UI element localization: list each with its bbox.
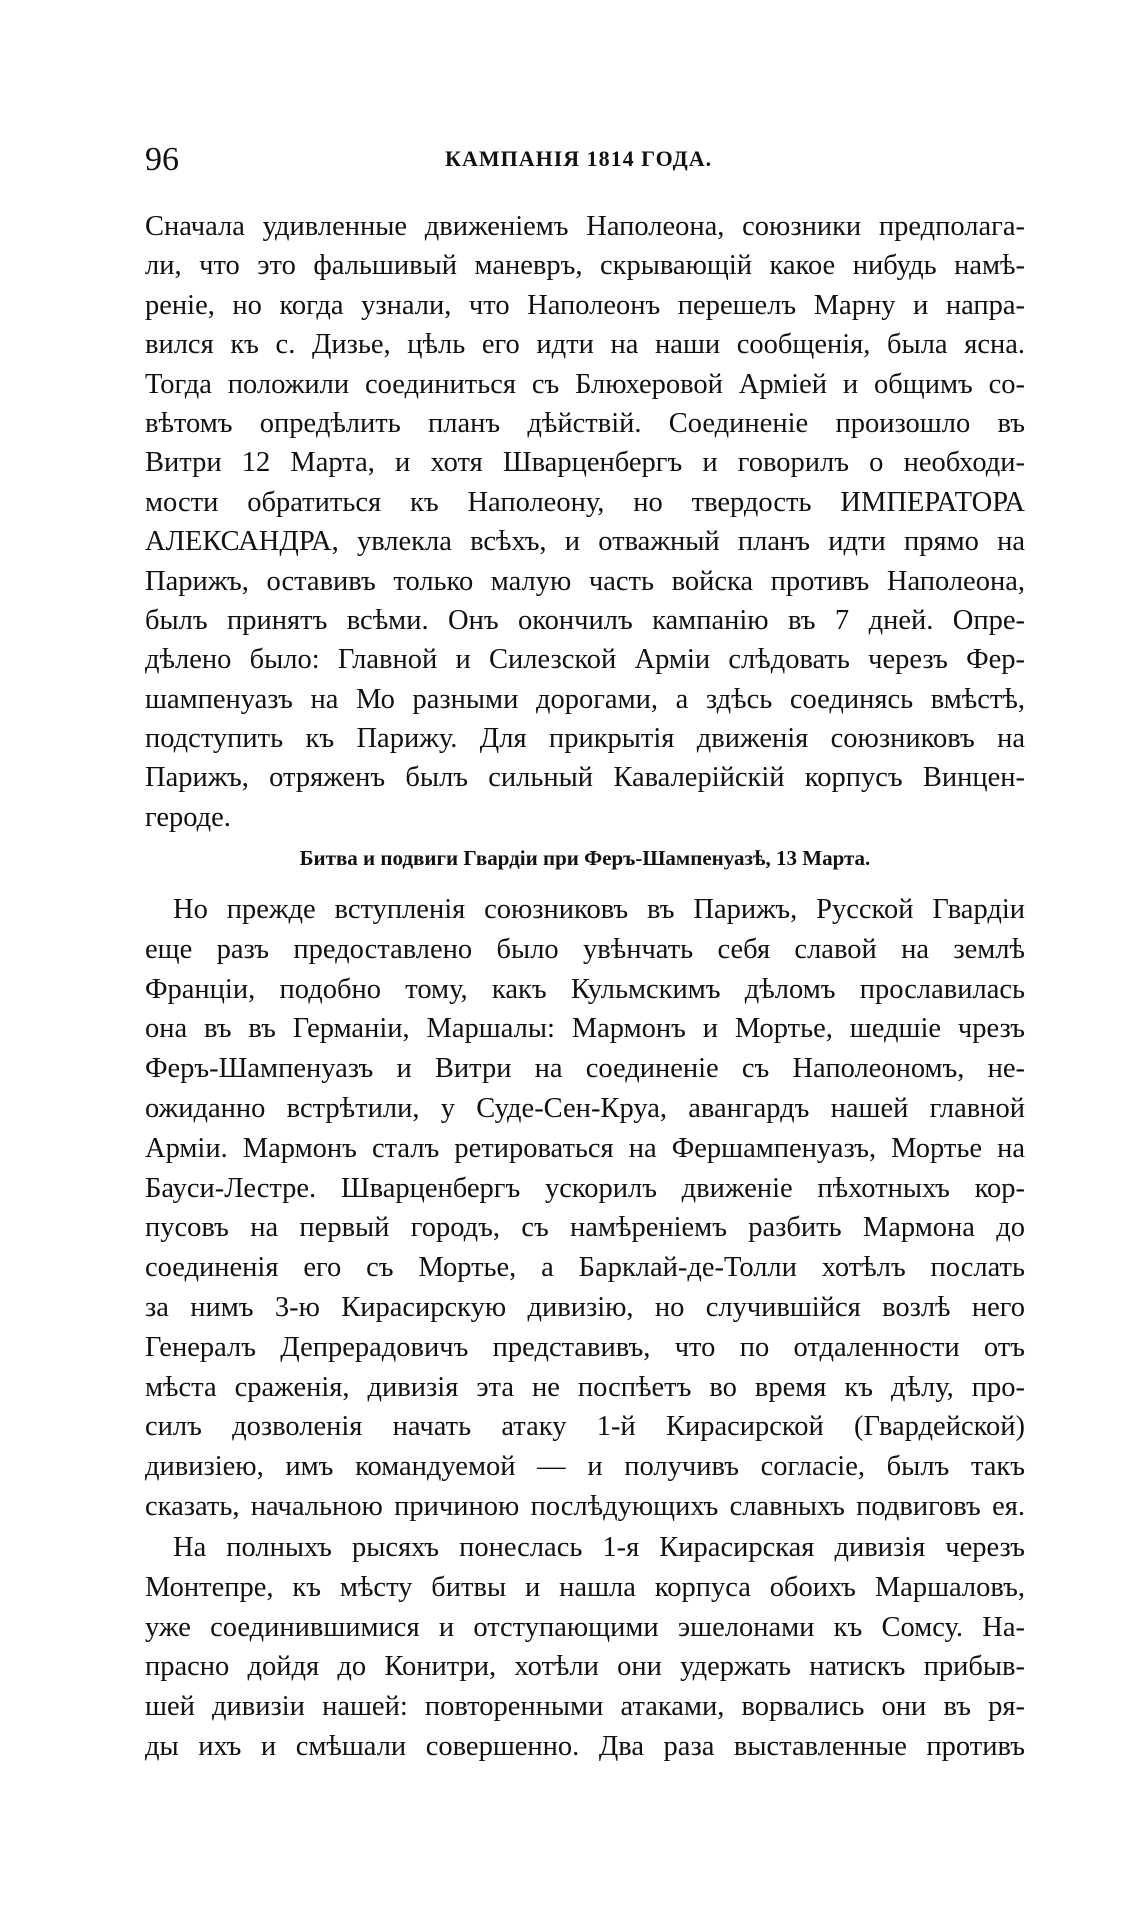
text-line: вѣтомъ опредѣлить планъ дѣйствій. Соединеніе произошло въ xyxy=(145,407,1025,439)
text-line: ожиданно встрѣтили, у Суде-Сен-Круа, авангардъ нашей главной xyxy=(145,1092,1025,1124)
text-line: сказать, начальною причиною послѣдующихъ славныхъ подвиговъ ея. xyxy=(145,1490,1025,1522)
text-line: реніе, но когда узнали, что Наполеонъ перешелъ Марну и напра- xyxy=(145,289,1025,321)
page-number: 96 xyxy=(145,141,179,178)
text-line: еще разъ предоставлено было увѣнчать себя славой на землѣ xyxy=(145,933,1025,965)
text-line: дѣлено было: Главной и Силезской Арміи слѣдовать черезъ Фер- xyxy=(145,644,1025,676)
text-line: шей дивизіи нашей: повторенными атаками, ворвались они въ ря- xyxy=(145,1691,1025,1723)
text-line: былъ принятъ всѣми. Онъ окончилъ кампанію въ 7 дней. Опре- xyxy=(145,604,1025,636)
text-line: мѣста сраженія, дивизія эта не поспѣетъ во время къ дѣлу, про- xyxy=(145,1371,1025,1403)
text-line: вился къ с. Дизье, цѣль его идти на наши сообщенія, была ясна. xyxy=(145,329,1025,361)
text-line: за нимъ 3-ю Кирасирскую дивизію, но случившійся возлѣ него xyxy=(145,1291,1025,1323)
paragraph-2 xyxy=(145,890,1025,1527)
text-line: На полныхъ рысяхъ понеслась 1-я Кирасирская дивизія черезъ xyxy=(173,1532,1025,1563)
text-line: Парижъ, оставивъ только малую часть войска противъ Наполеона, xyxy=(145,565,1025,597)
text-line: силъ дозволенія начать атаку 1-й Кирасирской (Гвардейской) xyxy=(145,1411,1025,1443)
text-line: соединенія его съ Мортье, а Барклай-де-Толли хотѣлъ послать xyxy=(145,1252,1025,1284)
text-line: Франціи, подобно тому, какъ Кульмскимъ дѣломъ прославилась xyxy=(145,973,1025,1005)
text-line: ды ихъ и смѣшали совершенно. Два раза выставленные противъ xyxy=(145,1730,1025,1762)
text-line: Феръ-Шампенуазъ и Витри на соединеніе съ Наполеономъ, не- xyxy=(145,1053,1025,1085)
text-line: ли, что это фальшивый маневръ, скрывающій какое нибудь намѣ- xyxy=(145,250,1025,282)
text-line: она въ въ Германіи, Маршалы: Мармонъ и Мортье, шедшіе чрезъ xyxy=(145,1013,1025,1045)
text-line: Тогда положили соединиться съ Блюхеровой Арміей и общимъ со- xyxy=(145,368,1025,400)
text-line: Бауси-Лестре. Шварценбергъ ускорилъ движеніе пѣхотныхъ кор- xyxy=(145,1172,1025,1204)
text-line: прасно дойдя до Конитри, хотѣли они удержать натискъ прибыв- xyxy=(145,1651,1025,1683)
text-line: Парижъ, отряженъ былъ сильный Кавалерійскій корпусъ Винцен- xyxy=(145,762,1025,794)
text-line: подступить къ Парижу. Для прикрытія движенія союзниковъ на xyxy=(145,723,1025,755)
text-line: уже соединившимися и отступающими эшелонами къ Сомсу. На- xyxy=(145,1611,1025,1643)
text-line: шампенуазъ на Мо разными дорогами, а здѣсь соединясь вмѣстѣ, xyxy=(145,683,1025,715)
paragraph-3 xyxy=(145,1528,1025,1767)
text-line: мости обратиться къ Наполеону, но твердость ИМПЕРАТОРА xyxy=(145,486,1025,518)
text-line: Сначала удивленные движеніемъ Наполеона, союзники предполага- xyxy=(145,211,1025,242)
page-header xyxy=(145,140,1025,190)
section-subheading: Битва и подвиги Гвардіи при Феръ-Шампенуазѣ, 13 Марта. xyxy=(299,846,871,870)
running-head: КАМПАНІЯ 1814 ГОДА. xyxy=(445,146,713,171)
text-line: героде. xyxy=(145,801,231,833)
text-line: Генералъ Депрерадовичъ представивъ, что по отдаленности отъ xyxy=(145,1331,1025,1363)
text-line: пусовъ на первый городъ, съ намѣреніемъ разбить Мармона до xyxy=(145,1212,1025,1244)
text-line: Витри 12 Марта, и хотя Шварценбергъ и говорилъ о необходи- xyxy=(145,447,1025,479)
text-line: Но прежде вступленія союзниковъ въ Парижъ, Русской Гвардіи xyxy=(173,894,1025,925)
text-line: Арміи. Мармонъ сталъ ретироваться на Фершампенуазъ, Мортье на xyxy=(145,1132,1025,1164)
text-line: АЛЕКСАНДРА, увлекла всѣхъ, и отважный планъ идти прямо на xyxy=(145,526,1025,558)
text-line: Монтепре, къ мѣсту битвы и нашла корпуса обоихъ Маршаловъ, xyxy=(145,1571,1025,1603)
paragraph-1 xyxy=(145,207,1025,837)
text-line: дивизіею, имъ командуемой — и получивъ согласіе, былъ такъ xyxy=(145,1451,1025,1483)
